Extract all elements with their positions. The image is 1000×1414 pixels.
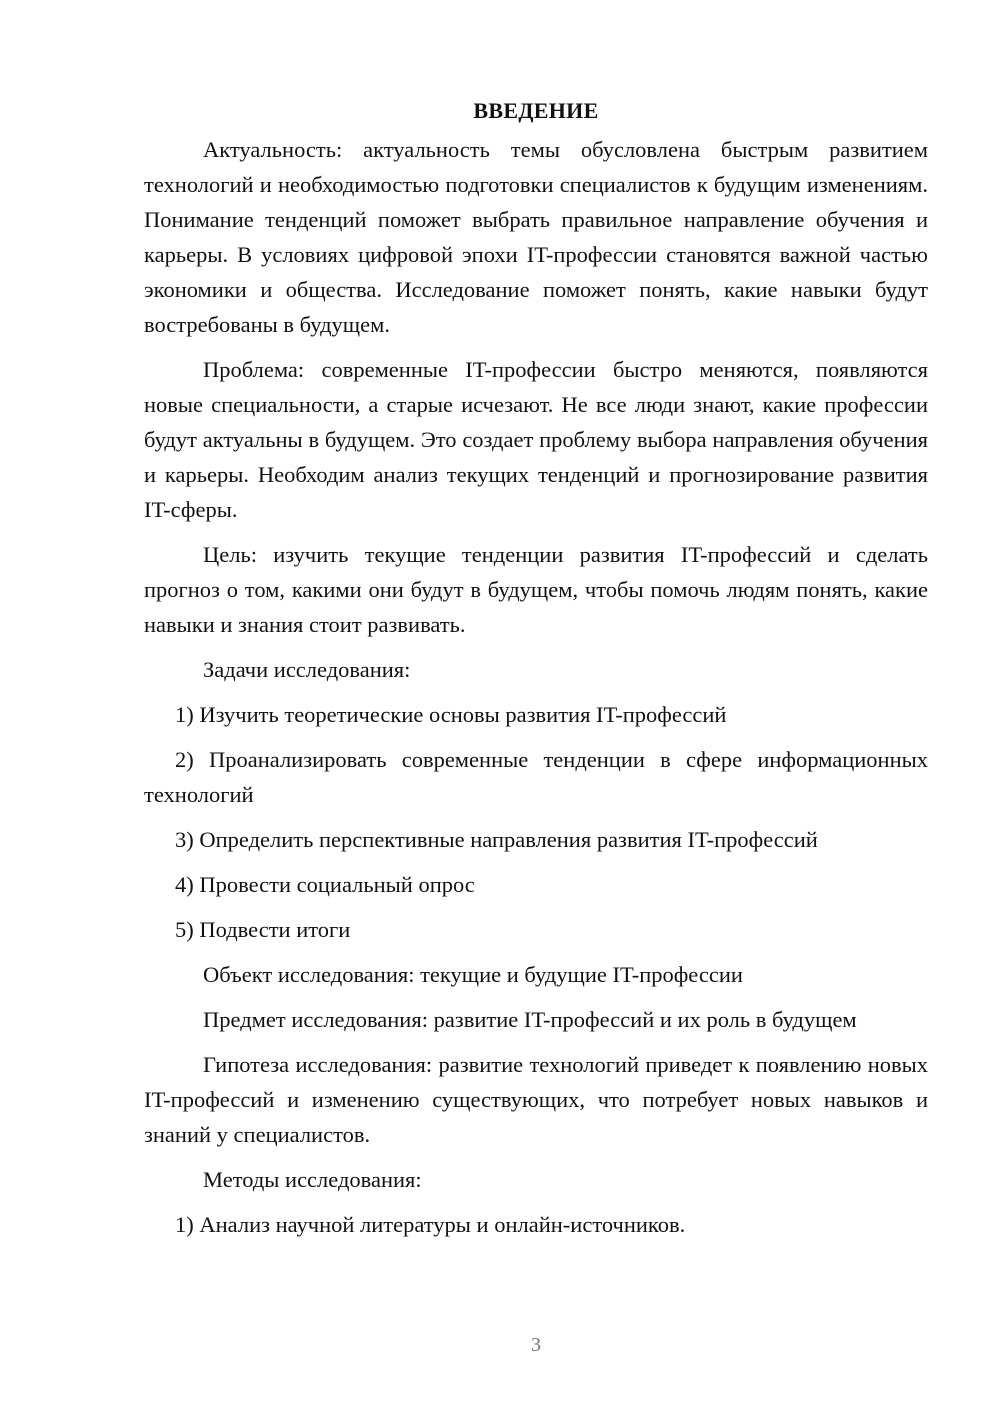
task-item-5: 5) Подвести итоги: [175, 917, 351, 942]
task-item-4: 4) Провести социальный опрос: [175, 872, 475, 897]
goal-paragraph: Цель: изучить текущие тенденции развития IT-профессий и сделать прогноз о том, какими они будут в будущем, чтобы помочь людям понять, какие навыки и знания стоит развивать.: [144, 542, 928, 637]
method-item-1: 1) Анализ научной литературы и онлайн-источников.: [175, 1212, 686, 1237]
hypothesis-paragraph: Гипотеза исследования: развитие технологий приведет к появлению новых IT-профессий и изменению существующих, что потребует новых навыков и знаний у специалистов.: [144, 1052, 928, 1147]
document-page: [144, 96, 928, 1252]
task-item-2: 2) Проанализировать современные тенденции в сфере информационных технологий: [144, 747, 928, 807]
subject-paragraph: Предмет исследования: развитие IT-профессий и их роль в будущем: [203, 1007, 857, 1032]
page-number: 3: [531, 1334, 541, 1356]
methods-heading: Методы исследования:: [203, 1167, 422, 1192]
section-title: ВВЕДЕНИЕ: [473, 98, 599, 123]
relevance-paragraph: Актуальность: актуальность темы обусловлена быстрым развитием технологий и необходимостью подготовки специалистов к будущим изменениям. Понимание тенденций поможет выбрать правильное направление обучения и карьеры. В условиях цифровой эпохи IT-профессии становятся важной частью экономики и общества. Исследование поможет понять, какие навыки будут востребованы в будущем.: [144, 137, 928, 337]
problem-paragraph: Проблема: современные IT-профессии быстро меняются, появляются новые специальности, а старые исчезают. Не все люди знают, какие профессии будут актуальны в будущем. Это создает проблему выбора направления обучения и карьеры. Необходим анализ текущих тенденций и прогнозирование развития IT-сферы.: [144, 357, 928, 522]
task-item-1: 1) Изучить теоретические основы развития IT-профессий: [175, 702, 727, 727]
object-paragraph: Объект исследования: текущие и будущие IT-профессии: [203, 962, 743, 987]
tasks-heading: Задачи исследования:: [203, 657, 411, 682]
task-item-3: 3) Определить перспективные направления развития IT-профессий: [175, 827, 818, 852]
